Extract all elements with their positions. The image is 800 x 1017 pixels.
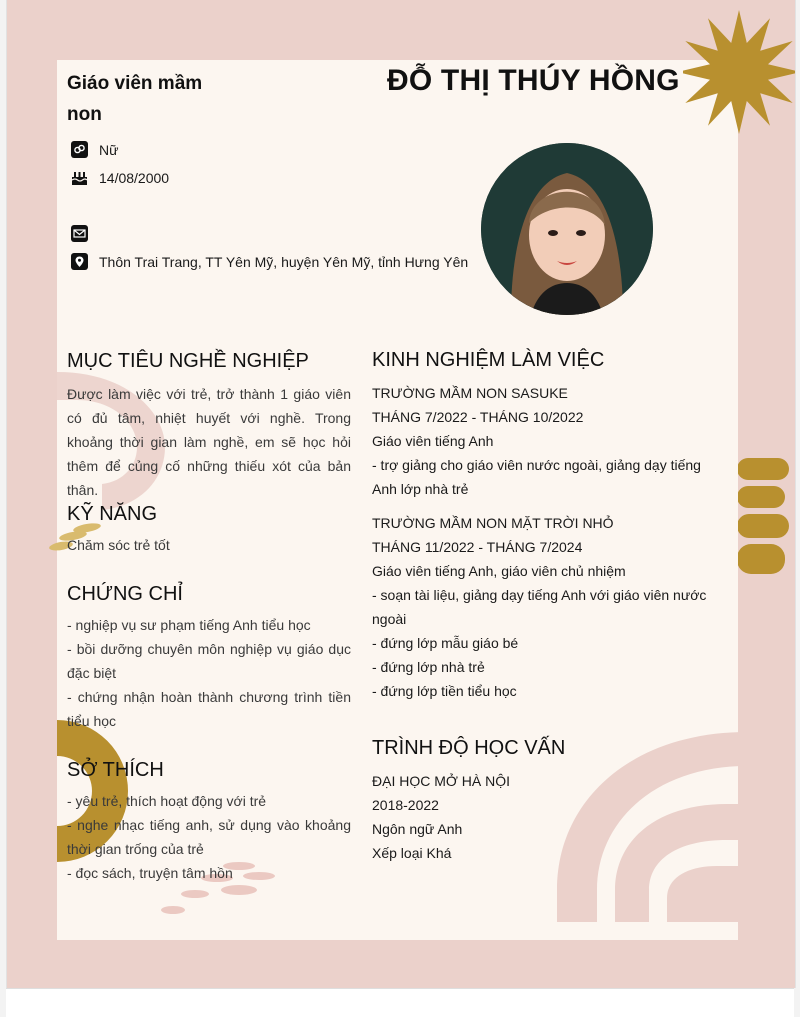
education-grade: Xếp loại Khá (372, 845, 452, 861)
birthday-value: 14/08/2000 (99, 169, 170, 186)
address-value: Thôn Trai Trang, TT Yên Mỹ, huyện Yên Mỹ, tỉnh Hưng Yên (99, 253, 469, 270)
objective-text: Được làm việc với trẻ, trở thành 1 giáo viên có đủ tâm, nhiệt huyết với nghề. Trong khoảng thời gian làm nghề, em sẽ học hỏi thêm để củng cố những thiếu xót của bản thân. (67, 386, 351, 498)
job-entry (372, 511, 708, 703)
profile-photo (481, 143, 653, 315)
education-school: ĐẠI HỌC MỞ HÀ NỘI (372, 773, 511, 789)
objective-section (67, 350, 351, 502)
certificates-section (67, 583, 351, 733)
skills-heading: KỸ NĂNG (67, 503, 158, 525)
page-footer-strip (6, 988, 794, 1017)
gender-icon (71, 141, 88, 158)
hobby-item: - đọc sách, truyện tâm hồn (67, 865, 233, 881)
education-major: Ngôn ngữ Anh (372, 821, 463, 837)
email-icon (71, 225, 88, 242)
education-section (372, 737, 708, 865)
gender-value: Nữ (99, 141, 119, 158)
birthday-row (71, 169, 169, 186)
certificate-item: - bồi dưỡng chuyên môn nghiệp vụ giáo dục đặc biệt (67, 641, 351, 681)
address-row (71, 253, 468, 270)
job-title: Giáo viên mầm non (67, 73, 203, 125)
experience-heading: KINH NGHIỆM LÀM VIỆC (372, 349, 605, 371)
skills-section (67, 503, 351, 557)
email-row (71, 225, 99, 242)
education-heading: TRÌNH ĐỘ HỌC VẤN (372, 737, 566, 759)
birthday-cake-icon (71, 169, 88, 186)
full-name: ĐỖ THỊ THÚY HỒNG (387, 64, 680, 97)
certificates-heading: CHỨNG CHỈ (67, 583, 183, 605)
job-role: Giáo viên tiếng Anh (372, 433, 494, 449)
hobbies-heading: SỞ THÍCH (67, 759, 164, 781)
job-detail: - trợ giảng cho giáo viên nước ngoài, giảng dạy tiếng Anh lớp nhà trẻ (372, 457, 701, 497)
hobby-item: - yêu trẻ, thích hoạt động với trẻ (67, 793, 267, 809)
gold-sunburst-decoration (683, 4, 795, 134)
job-detail: - đứng lớp tiền tiểu học (372, 683, 517, 699)
certificate-item: - nghiệp vụ sư phạm tiếng Anh tiểu học (67, 617, 311, 633)
hobby-item: - nghe nhạc tiếng anh, sử dụng vào khoảng thời gian trống của trẻ (67, 817, 351, 857)
objective-heading: MỤC TIÊU NGHỀ NGHIỆP (67, 350, 309, 372)
job-period: THÁNG 7/2022 - THÁNG 10/2022 (372, 409, 584, 425)
job-period: THÁNG 11/2022 - THÁNG 7/2024 (372, 539, 583, 555)
job-detail: - đứng lớp nhà trẻ (372, 659, 485, 675)
location-pin-icon (71, 253, 88, 270)
education-period: 2018-2022 (372, 797, 439, 813)
skill-item: Chăm sóc trẻ tốt (67, 537, 170, 553)
job-entry (372, 381, 708, 501)
job-company: TRƯỜNG MẦM NON MẶT TRỜI NHỎ (372, 515, 614, 531)
gold-stripes-decoration (737, 456, 795, 578)
resume-page (6, 0, 796, 988)
gender-row (71, 141, 118, 158)
job-detail: - soạn tài liệu, giảng dạy tiếng Anh với giáo viên nước ngoài (372, 587, 707, 627)
job-role: Giáo viên tiếng Anh, giáo viên chủ nhiệm (372, 563, 626, 579)
job-detail: - đứng lớp mẫu giáo bé (372, 635, 519, 651)
hobbies-section (67, 759, 351, 885)
certificate-item: - chứng nhận hoàn thành chương trình tiền tiểu học (67, 689, 351, 729)
experience-section (372, 349, 708, 703)
job-company: TRƯỜNG MẦM NON SASUKE (372, 385, 568, 401)
